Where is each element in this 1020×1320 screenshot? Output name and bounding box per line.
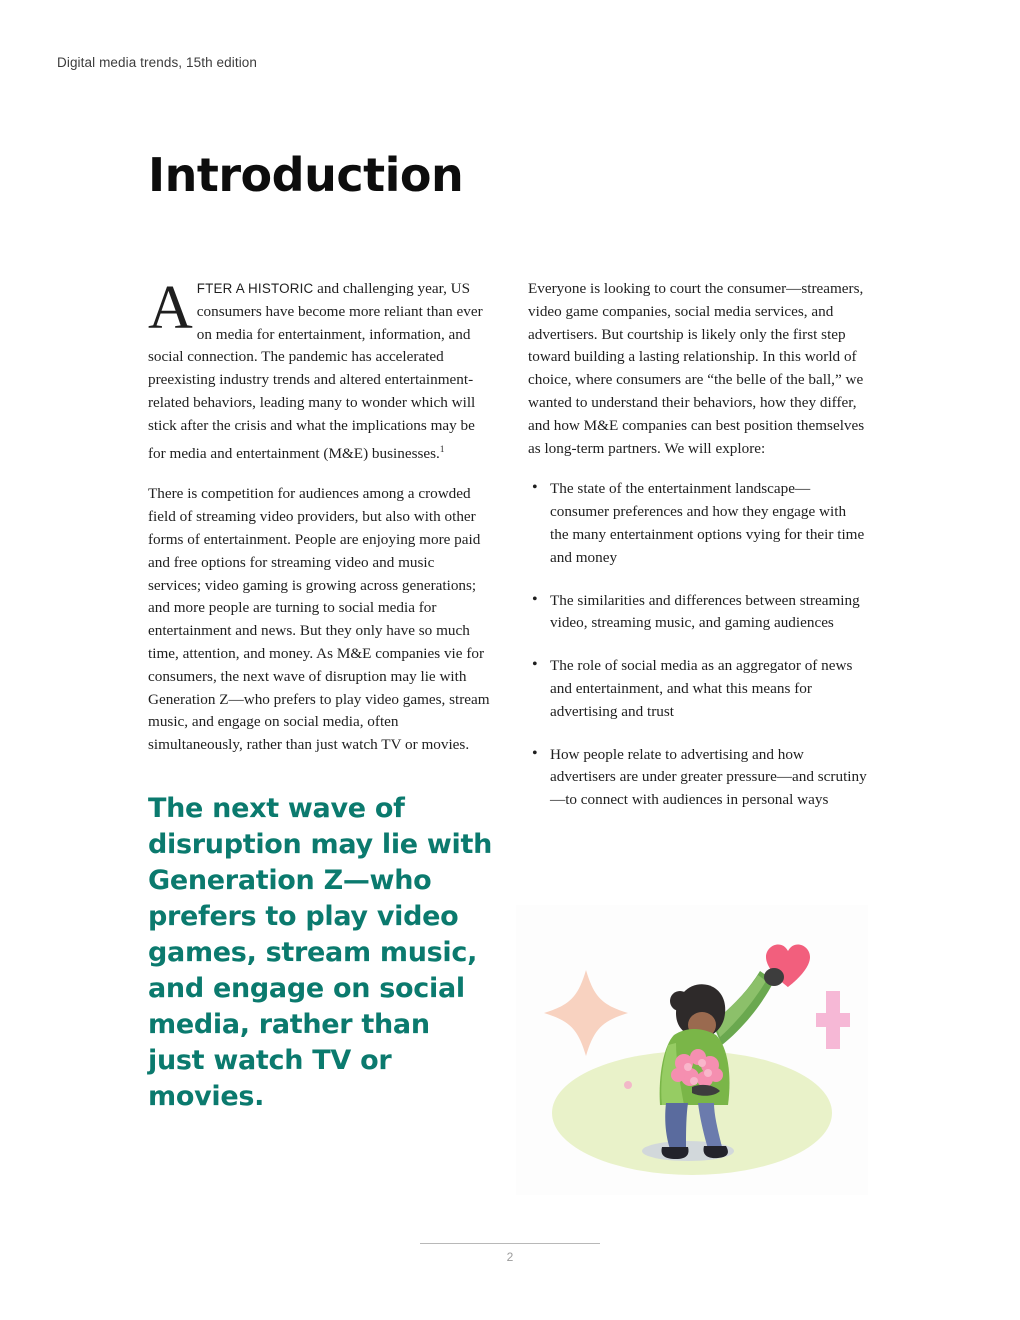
running-head: Digital media trends, 15th edition xyxy=(57,55,258,70)
footnote-marker[interactable]: 1 xyxy=(439,443,445,454)
right-column xyxy=(528,278,868,832)
person-holding-heart-illustration xyxy=(516,905,868,1195)
list-item: • The role of social media as an aggregator of news and entertainment, and what this means for advertising and trust xyxy=(528,655,868,723)
lead-paragraph xyxy=(148,274,490,465)
explore-list xyxy=(528,478,868,812)
paragraph-courtship: Everyone is looking to court the consumer—streamers, video game companies, social media services, and advertisers. But courtship is likely only the first step toward building a lasting relationship. In this world of choice, where consumers are “the belle of the ball,” we wanted to understand their behaviors, how they differ, and how M&E companies can best position themselves as long-term partners. We will explore: xyxy=(528,280,865,457)
left-column xyxy=(148,274,493,1115)
footer-rule xyxy=(420,1243,600,1244)
lead-paragraph-text: and challenging year, US consumers have become more reliant than ever on media for entertainment, information, and social connection. The pandemic has accelerated preexisting industry trends and altered entertainment-related behaviors, leading many to wonder which will stick after the crisis and what the implications may be for media and entertainment (M&E) businesses. xyxy=(148,280,483,462)
list-item: • The state of the entertainment landscape—consumer preferences and how they engage with the many entertainment options vying for their time and money xyxy=(528,478,868,569)
list-item: • How people relate to advertising and how advertisers are under greater pressure—and scrutiny—to connect with audiences in personal ways xyxy=(528,744,868,812)
list-item: • The similarities and differences between streaming video, streaming music, and gaming audiences xyxy=(528,590,868,636)
paragraph-competition: There is competition for audiences among a crowded field of streaming video providers, but also with other forms of entertainment. People are enjoying more paid and free options for streaming video and music services; video gaming is growing across generations; and more people are turning to social media for entertainment and news. But they only have so much time, attention, and money. As M&E companies vie for consumers, the next wave of disruption may lie with Generation Z—who prefers to play video games, stream music, and engage on social media, often simultaneously, rather than just watch TV or movies. xyxy=(148,485,490,754)
page-number: 2 xyxy=(506,1250,514,1264)
drop-cap: A xyxy=(148,274,193,342)
page-title: Introduction xyxy=(148,147,464,202)
pull-quote: The next wave of disruption may lie with Generation Z—who prefers to play video games, stream music, and engage on social media, rather than just watch TV or movies. xyxy=(148,793,493,1112)
lead-small-caps: FTER A HISTORIC xyxy=(196,281,314,296)
